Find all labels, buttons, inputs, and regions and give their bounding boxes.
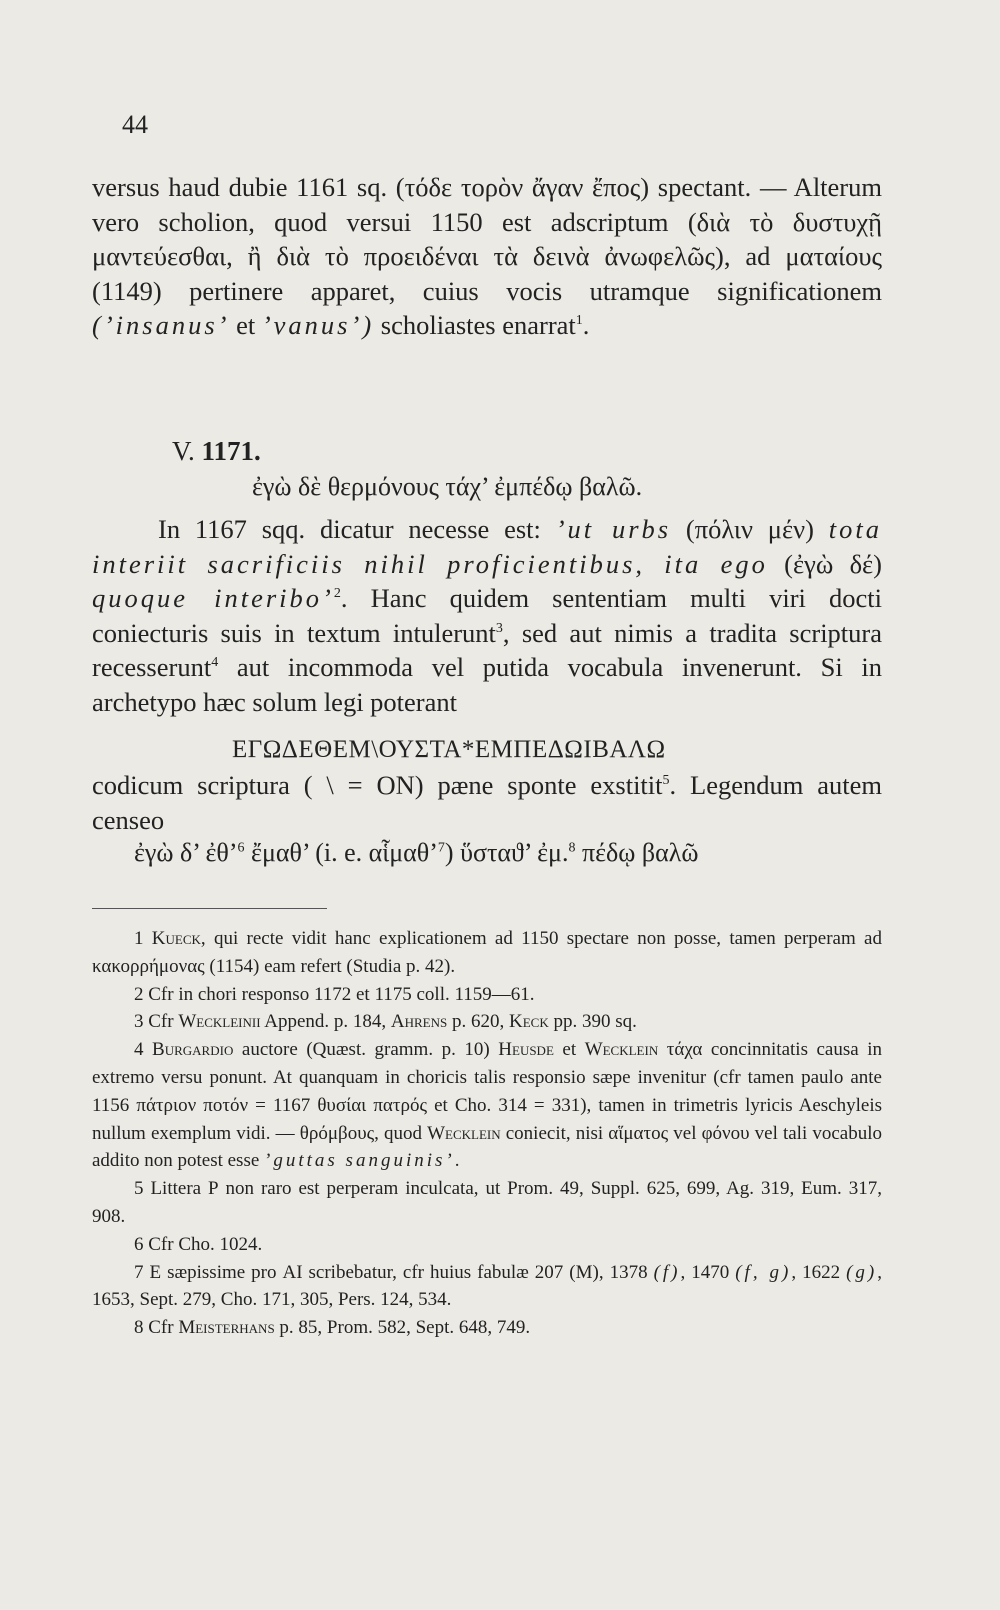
text-run: Keck [508,1011,549,1033]
text-run: Burgardio [152,1039,234,1061]
paragraph-1-text: versus haud dubie 1161 sq. (τόδε τορὸν ἄγαν ἔπος) spectant. — Alterum vero scholion, quod versui 1150 est adscriptum (διὰ τὸ δυστυχῇ μαντεύεσθαι, ἢ διὰ τὸ προειδέναι τὰ δεινὰ ἀνωφελῶς), ad ματαίους (1149) pertinere apparet, cuius vocis utramque significationem (’insanus’ et ’vanus’) scholiastes enarrat$^1$. [92,172,882,340]
text-run: Weckleinii [178,1011,261,1033]
text-run: Meisterhans [178,1317,275,1339]
text-run: Wecklein [427,1122,501,1144]
text-run: 4 [211,655,219,671]
verse-greek: ἐγὼ δὲ θερμόνους τάχ’ ἐμπέδῳ βαλῶ. [252,472,643,501]
text-run: 1 [575,313,583,329]
text-run: ’ut urbs [555,514,672,544]
footnote: 3 Cfr Weckleinii Append. p. 184, Ahrens p. 620, Keck pp. 390 sq. [134,1011,637,1033]
text-run: quoque interibo’ [92,583,334,613]
paragraph-3 [92,768,882,837]
text-run: Heusde [498,1039,554,1061]
footnotes [92,925,882,1342]
text-run: 3 [495,620,503,636]
emendation-line: ἐγὼ δ’ ἐθ’$^6$ ἔμαθ’ (i. e. αἷμαθ’$^7$) ὕσταϑ’ ἐμ.$^8$ πέδῳ βαλῶ [134,838,699,867]
text-run: (f, g) [735,1261,792,1283]
footnote-rule [92,908,327,909]
footnote: 8 Cfr Meisterhans p. 85, Prom. 582, Sept. 648, 749. [134,1317,531,1339]
footnote: 5 Littera Ρ non raro est perperam inculcata, ut Prom. 49, Suppl. 625, 699, Ag. 319, Eum. 317, 908. [92,1178,882,1227]
text-run: (g) [846,1261,878,1283]
footnote: 2 Cfr in chori responso 1172 et 1175 coll. 1159—61. [134,983,535,1005]
paragraph-2 [92,512,882,719]
text-run: Ahrens [390,1011,448,1033]
text-run: (’insanus’ [92,310,230,340]
text-run: 7 [437,840,445,856]
text-run: 2 [333,586,341,602]
footnote: 6 Cfr Cho. 1024. [134,1233,263,1255]
footnote: 4 Burgardio auctore (Quæst. gramm. p. 10) Heusde et Wecklein τάχα concinnitatis causa in extremo versu ponunt. At quanquam in choricis talis responsio sæpe invenitur (cfr tamen paulo ante 1156 πάτριον ποτόν = 1167 θυσίαι πατρός et Cho. 314 = 331), tamen in trimetris lyricis Aeschyleis nullum exemplum vidi. — θρόμβους, quod Wecklein coniecit, nisi αἵματος vel φόνου vel tali vocabulo addito non potest esse ’guttas sanguinis’. [92,1039,883,1172]
paragraph-2-text: In 1167 sqq. dicatur necesse est: ’ut urbs (πόλιν μέν) tota interiit sacrificiis nihil proficientibus, ita ego (ἐγὼ δέ) quoque interibo’$^2$. Hanc quidem sententiam multi viri docti coniecturis suis in textum intulerunt$^3$, sed aut nimis a tradita scriptura recesserunt$^4$ aut incommoda vel putida vocabula invenerunt. Si in archetypo hæc solum legi poterant [92,514,883,717]
text-run: ’guttas sanguinis’ [264,1150,455,1172]
footnote: 7 Ε sæpissime pro ΑΙ scribebatur, cfr huius fabulæ 207 (M), 1378 (f), 1470 (f, g), 1622 (g), 1653, Sept. 279, Cho. 171, 305, Pers. 124, 534. [92,1261,883,1311]
page-number: 44 [122,110,148,139]
text-run: (f) [653,1261,681,1283]
text-run: 8 [568,840,576,856]
text-run: Kueck [151,928,201,949]
paragraph-3-text: codicum scriptura ( \ = ΟΝ) pæne sponte exstitit$^5$. Legendum autem censeo [92,770,882,835]
paragraph-1 [92,170,882,343]
text-run: 5 [662,773,670,789]
uncial-transcription: ΕΓΩΔΕΘΕΜ\ΟΥΣΤΑ*ΕΜΠΕΔΩΙΒΑΛΩ [232,736,666,763]
text-run: ’vanus’) [261,310,375,340]
verse-label: V. [172,436,195,466]
text-run: Wecklein [584,1039,659,1061]
footnote: 1 Kueck, qui recte vidit hanc explicationem ad 1150 spectare non posse, tamen perperam ad κακορρήμονας (1154) eam refert (Studia p. 42). [92,928,882,977]
text-run: tota interiit sacrificiis nihil proficientibus, ita ego [92,514,882,579]
verse-number: 1171. [201,436,261,466]
text-run: 6 [237,840,245,856]
verse-heading [172,436,261,467]
